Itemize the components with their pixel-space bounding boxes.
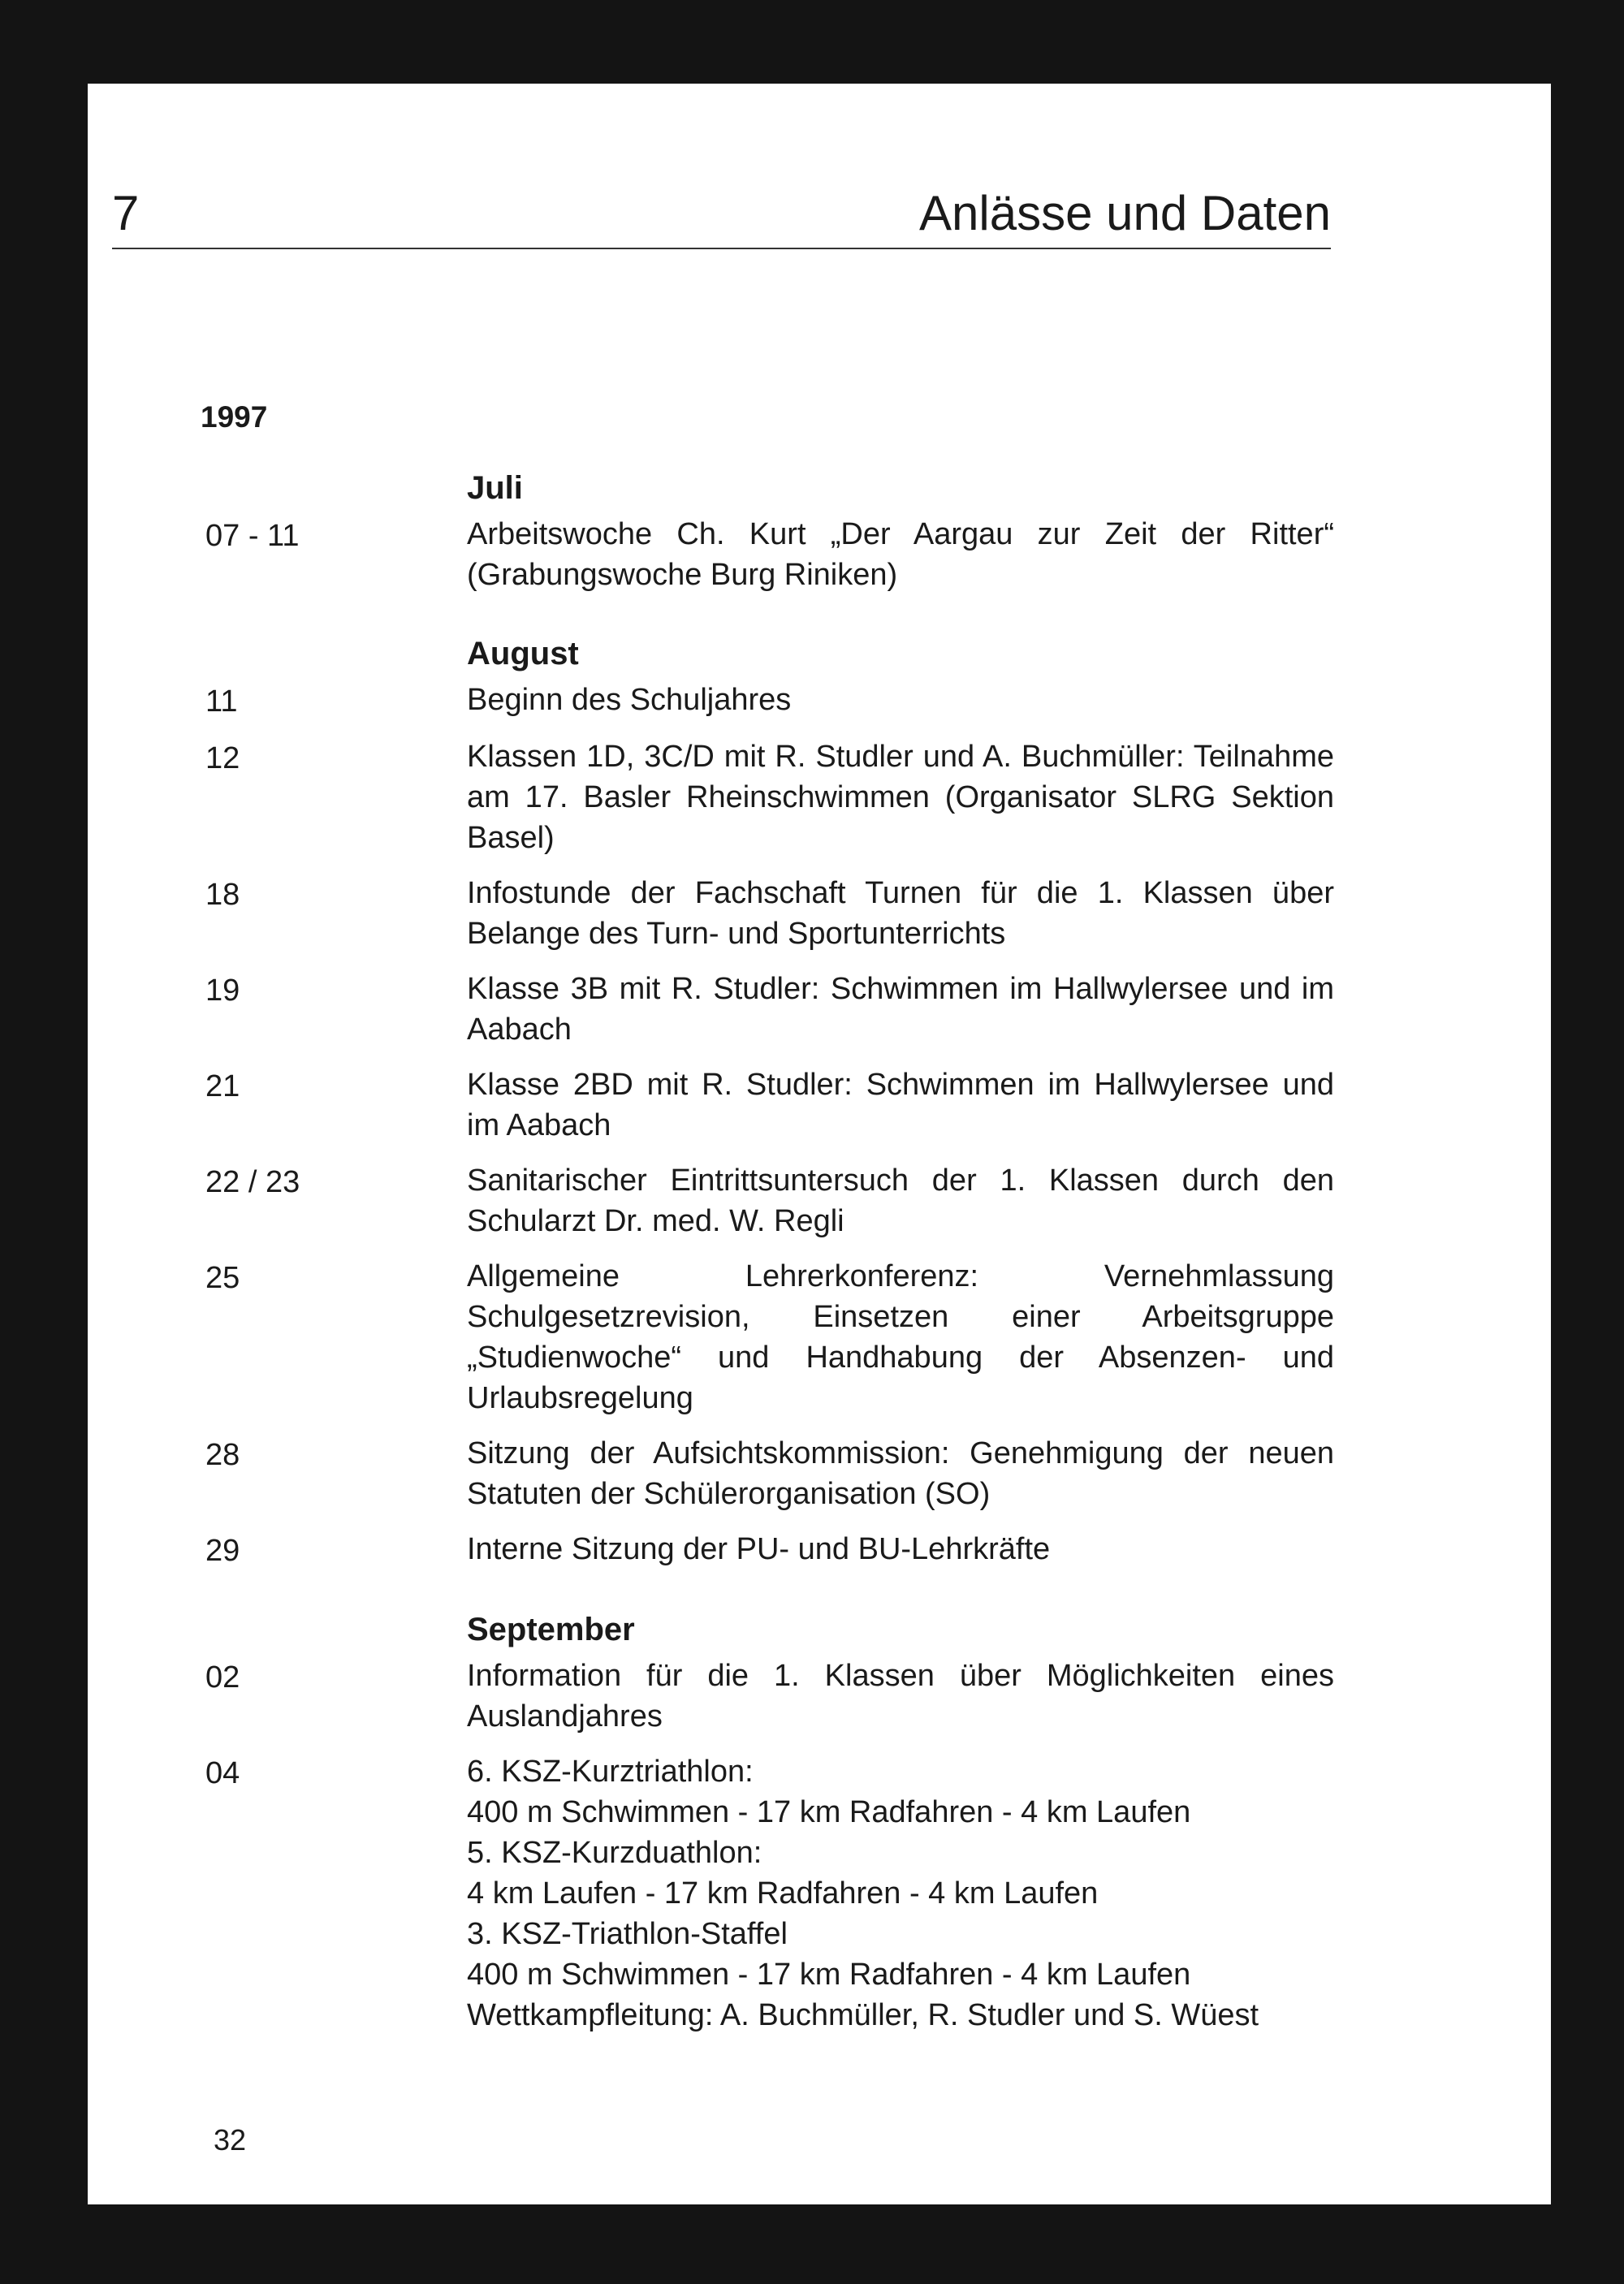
- event-date: 02: [205, 1660, 240, 1695]
- event-entry: [205, 1256, 1334, 1418]
- event-description-line: 400 m Schwimmen - 17 km Radfahren - 4 km Laufen: [467, 1958, 1191, 1992]
- event-description: Infostunde der Fachschaft Turnen für die 1. Klassen über Belange des Turn- und Sportunterrichts: [467, 876, 1334, 951]
- event-description: Information für die 1. Klassen über Möglichkeiten eines Auslandjahres: [467, 1659, 1334, 1734]
- event-date: 11: [205, 684, 238, 719]
- event-entry: [205, 736, 1334, 858]
- event-description-line: Wettkampfleitung: A. Buchmüller, R. Studler und S. Wüest: [467, 1998, 1259, 2032]
- event-date: 22 / 23: [205, 1165, 300, 1199]
- event-entry: [205, 969, 1334, 1050]
- event-entry: [205, 680, 1334, 722]
- event-date: 12: [205, 741, 240, 775]
- event-description: Klasse 2BD mit R. Studler: Schwimmen im Hallwylersee und im Aabach: [467, 1068, 1334, 1142]
- event-entry: [205, 873, 1334, 954]
- event-entry: [205, 1751, 1334, 2036]
- event-entry: [205, 1656, 1334, 1737]
- chapter-number: 7: [112, 186, 140, 240]
- event-date: 25: [205, 1261, 240, 1295]
- chapter-title: Anlässe und Daten: [918, 186, 1331, 240]
- event-description: Arbeitswoche Ch. Kurt „Der Aargau zur Zeit der Ritter“ (Grabungswoche Burg Riniken): [467, 517, 1334, 592]
- event-description: Allgemeine Lehrerkonferenz: Vernehmlassung Schulgesetzrevision, Einsetzen einer Arbeitsgruppe „Studienwoche“ und Handhabung der Absenzen- und Urlaubsregelung: [467, 1259, 1334, 1415]
- month-heading: September: [467, 1612, 635, 1647]
- event-description-line: 3. KSZ-Triathlon-Staffel: [467, 1917, 788, 1951]
- year-heading: 1997: [201, 400, 268, 434]
- event-description: Klasse 3B mit R. Studler: Schwimmen im Hallwylersee und im Aabach: [467, 972, 1334, 1047]
- event-description-line: 5. KSZ-Kurzduathlon:: [467, 1836, 762, 1870]
- event-entry: [205, 1529, 1334, 1571]
- page-number: 32: [214, 2123, 247, 2157]
- event-entry: [205, 514, 1334, 595]
- event-date: 18: [205, 878, 240, 912]
- event-description: Beginn des Schuljahres: [467, 683, 792, 717]
- event-entry: [205, 1064, 1334, 1146]
- event-entry: [205, 1433, 1334, 1514]
- event-description: Sanitarischer Eintrittsuntersuch der 1. Klassen durch den Schularzt Dr. med. W. Regli: [467, 1164, 1334, 1238]
- event-date: 28: [205, 1438, 240, 1472]
- event-description: Sitzung der Aufsichtskommission: Genehmigung der neuen Statuten der Schülerorganisation (SO): [467, 1436, 1334, 1511]
- event-description-line: 4 km Laufen - 17 km Radfahren - 4 km Laufen: [467, 1876, 1099, 1911]
- event-description: Klassen 1D, 3C/D mit R. Studler und A. Buchmüller: Teilnahme am 17. Basler Rheinschwimmen (Organisator SLRG Sektion Basel): [467, 740, 1334, 855]
- event-date: 19: [205, 974, 240, 1008]
- event-date: 21: [205, 1069, 240, 1103]
- event-date: 29: [205, 1534, 240, 1568]
- month-heading: August: [467, 636, 579, 671]
- event-description-line: 6. KSZ-Kurztriathlon:: [467, 1755, 754, 1789]
- event-description-line: 400 m Schwimmen - 17 km Radfahren - 4 km Laufen: [467, 1795, 1191, 1829]
- event-date: 04: [205, 1756, 240, 1790]
- event-date: 07 - 11: [205, 519, 300, 553]
- chapter-header: [112, 152, 1331, 249]
- month-heading: Juli: [467, 470, 523, 506]
- event-description: [467, 1751, 1334, 2036]
- event-list: [205, 467, 1334, 2050]
- event-entry: [205, 1160, 1334, 1241]
- event-description: Interne Sitzung der PU- und BU-Lehrkräfte: [467, 1532, 1051, 1566]
- header-divider: [112, 248, 1331, 249]
